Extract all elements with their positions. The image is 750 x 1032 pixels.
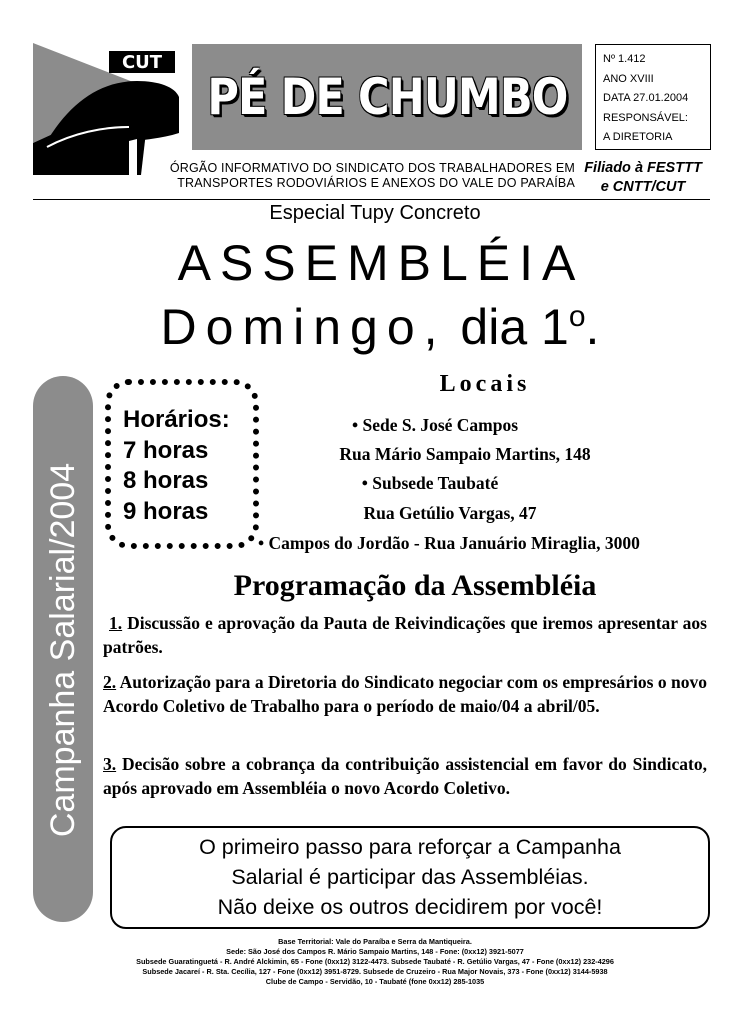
masthead-title-box (192, 44, 582, 150)
callout-line: Não deixe os outros decidirem por você! (217, 895, 603, 919)
issue-responsible-label: RESPONSÁVEL: (603, 111, 688, 124)
headline: ASSEMBLÉIA (177, 235, 585, 291)
schedule-time: 9 horas (123, 497, 209, 525)
footer-line: Subsede Jacareí - R. Sta. Cecília, 127 - Fone (0xx12) 3951-8729. Subsede de Cruzeiro - Rua Major Novais, 373 - Fone (0xx12) 3144-5938 (142, 967, 608, 976)
subheadline-date: dia 1 (446, 299, 569, 355)
programme-item-text: Decisão sobre a cobrança da contribuição assistencial em favor do Sindicato, após aprovado em Assembléia o novo Acordo Coletivo. (103, 754, 707, 798)
programme-item-text: Discussão e aprovação da Pauta de Reivindicações que iremos apresentar aos patrões. (103, 613, 707, 657)
campaign-sidebar-text: Campanha Salarial/2004 (44, 462, 82, 838)
issue-date: DATA 27.01.2004 (603, 92, 689, 104)
callout-box (110, 826, 710, 929)
footer-line: Base Territorial: Vale do Paraíba e Serra da Mantiqueira. (278, 937, 472, 946)
subheadline-day: Domingo, (160, 299, 447, 355)
programme-item-number: 1. (109, 613, 123, 633)
footer-line: Clube de Campo - Servidão, 10 - Taubaté (fone 0xx12) 285-1035 (265, 977, 485, 986)
subheadline-ordinal: o (568, 300, 586, 333)
schedule-title: Horários: (123, 406, 230, 433)
schedule-time: 8 horas (123, 467, 209, 494)
callout-line: Salarial é participar das Assembléias. (231, 865, 589, 889)
location-item: • Sede S. José Campos (351, 415, 519, 435)
location-address: Rua Mário Sampaio Martins, 148 (339, 444, 591, 464)
org-line-1: ÓRGÃO INFORMATIVO DO SINDICATO DOS TRABALHADORES EM (169, 161, 575, 175)
cut-logo (33, 43, 179, 175)
programme-item (103, 670, 707, 718)
affiliation-line-1: Filiado à FESTTT (584, 160, 702, 176)
locations-title: Locais (439, 371, 531, 397)
callout-line: O primeiro passo para reforçar a Campanha (199, 835, 621, 859)
footer-contacts (0, 937, 750, 987)
affiliation (580, 159, 706, 197)
programme-item (103, 752, 707, 800)
programme-item-text: Autorização para a Diretoria do Sindicato negociar com os empresários o novo Acordo Coletivo de Trabalho para o período de maio/04 a abril/05. (103, 672, 707, 716)
programme-item (103, 611, 707, 659)
subheadline-period: . (585, 299, 600, 355)
programme-item-number: 2. (103, 672, 117, 692)
header-divider (33, 199, 710, 200)
location-item: • Campos do Jordão - Rua Januário Miraglia, 3000 (258, 533, 640, 553)
schedule-box (105, 379, 259, 549)
subheadline (60, 298, 700, 356)
org-line-2: TRANSPORTES RODOVIÁRIOS E ANEXOS DO VALE DO PARAÍBA (177, 176, 575, 190)
masthead-title: PÉ DE CHUMBO (206, 68, 568, 126)
special-edition-label: Especial Tupy Concreto (269, 202, 481, 224)
issue-info-box (595, 44, 711, 150)
issue-responsible: A DIRETORIA (603, 131, 673, 143)
organization-description (130, 161, 575, 191)
logo-text: CUT (121, 52, 163, 73)
programme-title: Programação da Assembléia (233, 569, 597, 602)
schedule-time: 7 horas (123, 436, 209, 464)
programme-item-number: 3. (103, 754, 117, 774)
affiliation-line-2: e CNTT/CUT (600, 179, 686, 195)
location-address: Rua Getúlio Vargas, 47 (363, 503, 537, 523)
footer-line: Sede: São José dos Campos R. Mário Sampaio Martins, 148 - Fone: (0xx12) 3921-5077 (226, 947, 524, 956)
location-item: • Subsede Taubaté (361, 473, 499, 493)
footer-line: Subsede Guaratinguetá - R. André Alckimin, 65 - Fone (0xx12) 3122-4473. Subsede Taubaté - R. Getúlio Vargas, 47 - Fone (0xx12) 232-4296 (136, 957, 614, 966)
issue-year: ANO XVIII (603, 72, 654, 85)
issue-number: Nº 1.412 (603, 53, 646, 65)
